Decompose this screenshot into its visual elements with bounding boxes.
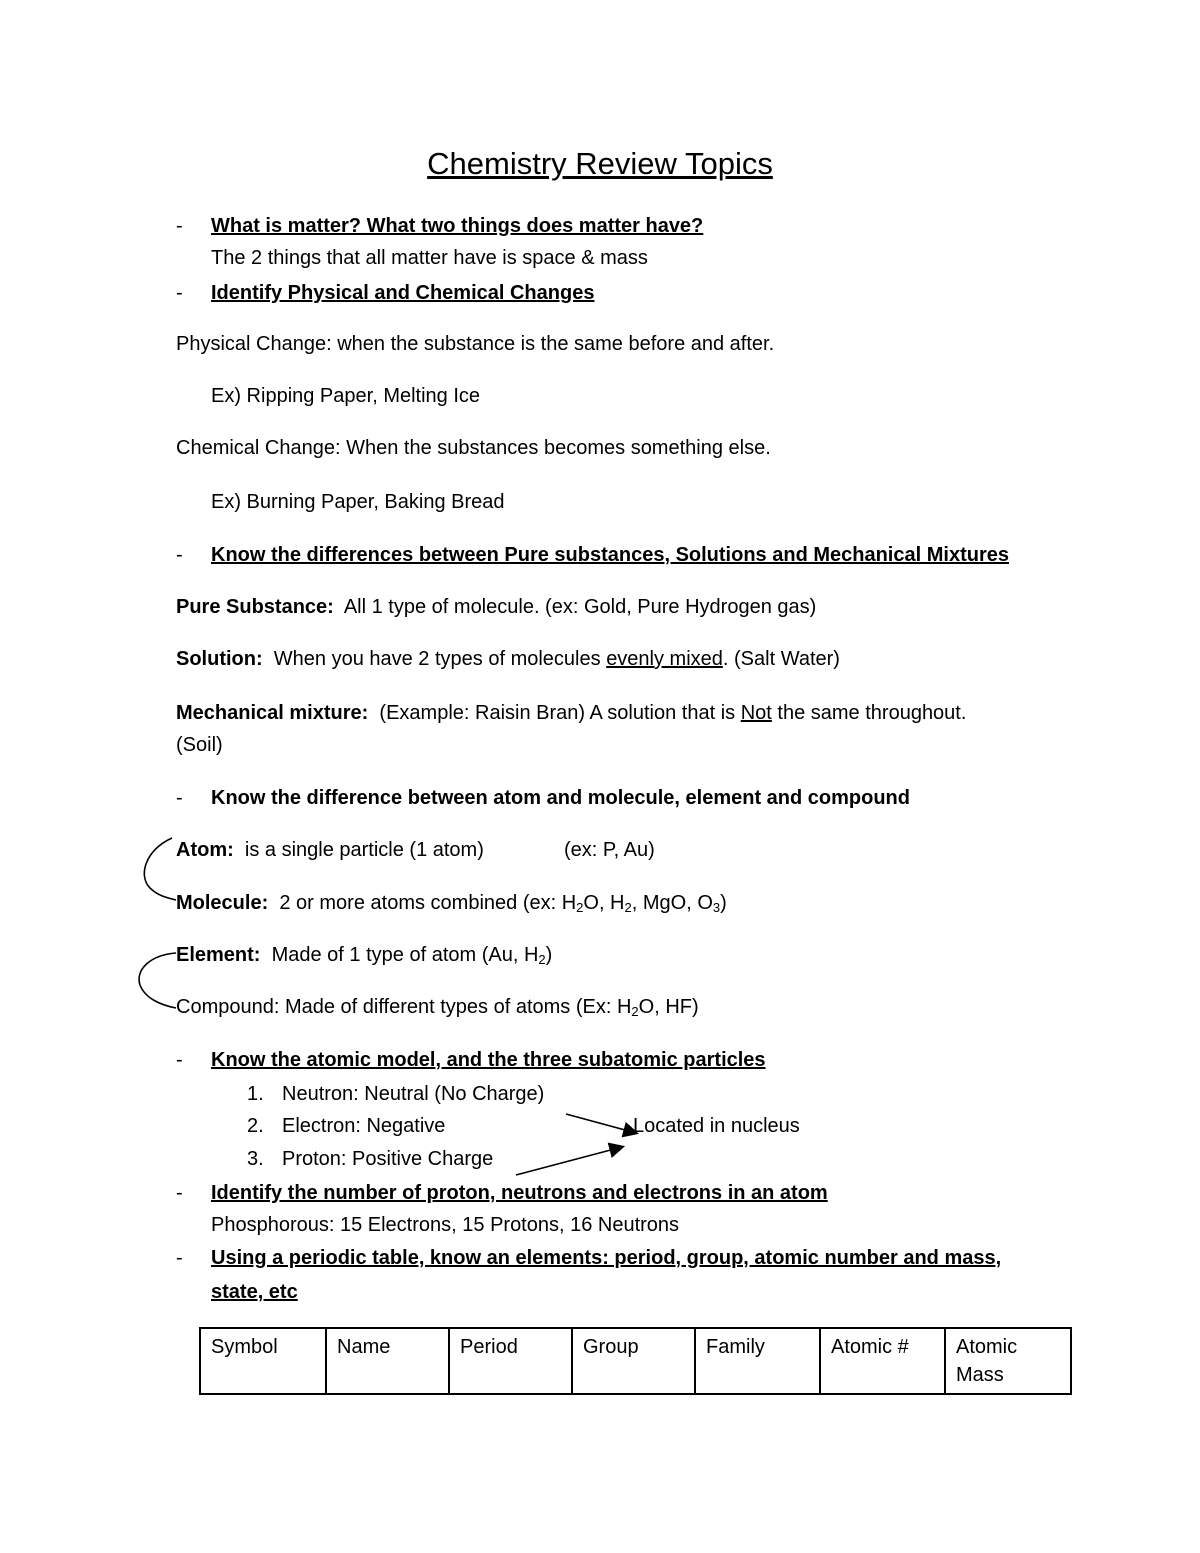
compound-text-2: O, HF)	[638, 996, 699, 1018]
heading-mixtures: Know the differences between Pure substances, Solutions and Mechanical Mixtures	[211, 544, 1009, 566]
physical-change-definition: Physical Change: when the substance is the same before and after.	[176, 333, 775, 355]
chemical-change-example: Ex) Burning Paper, Baking Bread	[211, 491, 505, 513]
subscript: 2	[576, 900, 584, 915]
molecule-text: 2 or more atoms combined (ex: H	[279, 892, 577, 914]
atom-example: (ex: P, Au)	[564, 839, 655, 861]
element-text-2: )	[545, 944, 553, 966]
element-compound-bracket	[139, 953, 176, 1008]
pure-substance-text: All 1 type of molecule. (ex: Gold, Pure Hydrogen gas)	[343, 596, 817, 618]
mechanical-mixture-emphasis: Not	[740, 702, 772, 724]
mechanical-mixture-label: Mechanical mixture:	[176, 702, 369, 724]
table-header-cell: Atomic #	[820, 1328, 945, 1394]
particle-neutron: Neutron: Neutral (No Charge)	[282, 1083, 545, 1105]
page-title: Chemistry Review Topics	[427, 146, 773, 181]
heading-periodic-table: Using a periodic table, know an elements: period, group, atomic number and mass,	[211, 1247, 1002, 1269]
solution-text: When you have 2 types of molecules	[273, 648, 601, 670]
solution-text-end: . (Salt Water)	[722, 648, 840, 670]
particle-number: 3.	[247, 1148, 264, 1170]
table-header-cell: Symbol	[200, 1328, 326, 1394]
phosphorous-example: Phosphorous: 15 Electrons, 15 Protons, 16 Neutrons	[211, 1214, 680, 1236]
element-text: Made of 1 type of atom (Au, H	[271, 944, 539, 966]
mechanical-mixture-example: (Soil)	[176, 734, 223, 756]
particle-proton: Proton: Positive Charge	[282, 1148, 494, 1170]
molecule-text-4: )	[720, 892, 727, 914]
mechanical-mixture-text-end: the same throughout.	[777, 702, 967, 724]
subscript: 2	[631, 1004, 639, 1019]
bullet-dash: -	[176, 1049, 183, 1071]
bullet-dash: -	[176, 215, 183, 237]
table-header-cell: Group	[572, 1328, 695, 1394]
table-header-cell: Atomic Mass	[945, 1328, 1071, 1394]
mechanical-mixture-text: (Example: Raisin Bran) A solution that is	[379, 702, 736, 724]
particle-electron: Electron: Negative	[282, 1115, 446, 1137]
table-header-cell: Name	[326, 1328, 449, 1394]
nucleus-note: Located in nucleus	[633, 1115, 800, 1137]
molecule-label: Molecule:	[176, 892, 269, 914]
particle-number: 1.	[247, 1083, 264, 1105]
bullet-dash: -	[176, 544, 183, 566]
atom-text: is a single particle (1 atom)	[244, 839, 484, 861]
subscript: 2	[624, 900, 632, 915]
electron-arrow	[566, 1114, 636, 1133]
atom-label: Atom:	[176, 839, 234, 861]
heading-atomic-model: Know the atomic model, and the three subatomic particles	[211, 1049, 766, 1071]
solution-label: Solution:	[176, 648, 263, 670]
table-header-cell: Period	[449, 1328, 572, 1394]
pure-substance-label: Pure Substance:	[176, 596, 334, 618]
molecule-text-2: O, H	[583, 892, 625, 914]
physical-change-example: Ex) Ripping Paper, Melting Ice	[211, 385, 481, 407]
bullet-dash: -	[176, 1247, 183, 1269]
bullet-dash: -	[176, 1182, 183, 1204]
heading-atom-molecule: Know the difference between atom and molecule, element and compound	[211, 787, 910, 809]
compound-text: Compound: Made of different types of atoms (Ex: H	[176, 996, 632, 1018]
atom-molecule-bracket	[144, 838, 176, 900]
bullet-dash: -	[176, 787, 183, 809]
chemical-change-definition: Chemical Change: When the substances becomes something else.	[176, 437, 771, 459]
heading-periodic-table-cont: state, etc	[211, 1281, 298, 1303]
heading-changes: Identify Physical and Chemical Changes	[211, 282, 595, 304]
answer-matter: The 2 things that all matter have is space & mass	[211, 247, 648, 269]
element-label: Element:	[176, 944, 261, 966]
bullet-dash: -	[176, 282, 183, 304]
molecule-text-3: , MgO, O	[631, 892, 713, 914]
heading-matter: What is matter? What two things does matter have?	[211, 215, 704, 237]
heading-particle-count: Identify the number of proton, neutrons and electrons in an atom	[211, 1182, 828, 1204]
solution-emphasis: evenly mixed	[606, 648, 723, 670]
table-header-cell: Family	[695, 1328, 820, 1394]
particle-number: 2.	[247, 1115, 264, 1137]
subscript: 3	[712, 900, 721, 915]
proton-arrow	[516, 1147, 622, 1175]
subscript: 2	[538, 952, 546, 967]
